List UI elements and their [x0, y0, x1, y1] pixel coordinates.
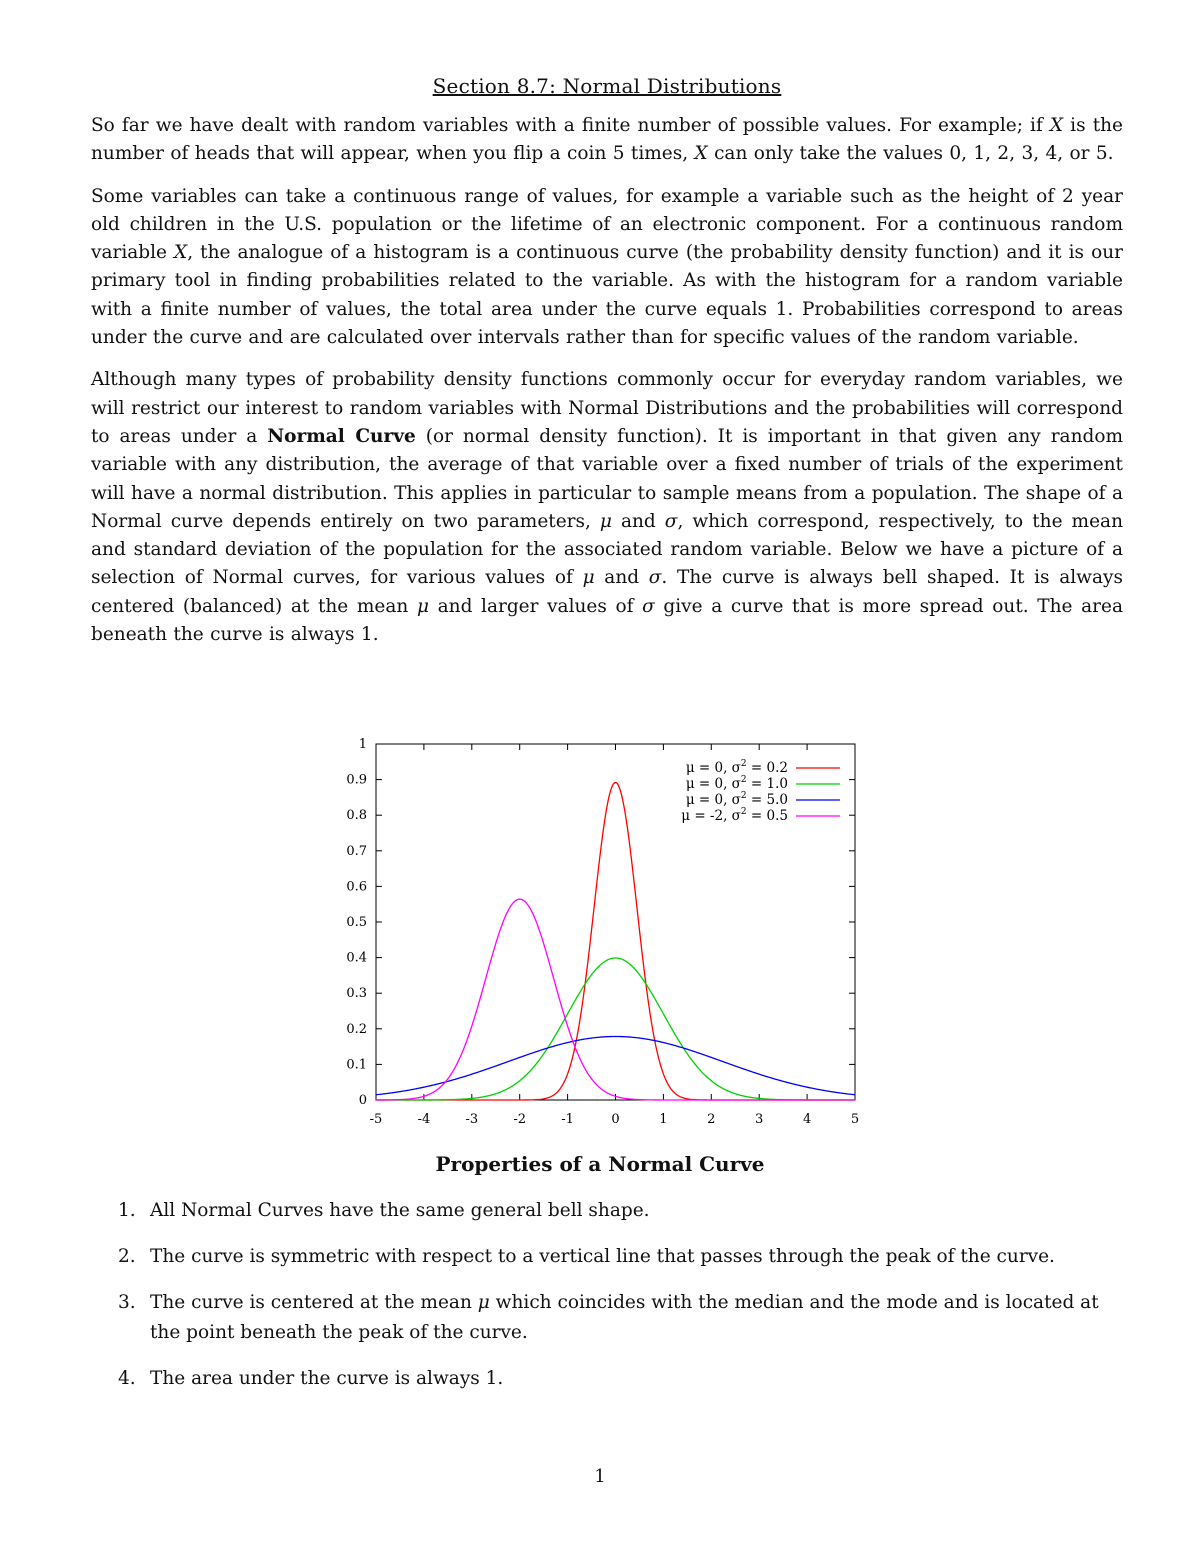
legend-label: μ = 0, $\sigma^2 = 1.0$: [685, 775, 788, 792]
x-tick-label: 0: [611, 1112, 620, 1127]
math-symbol: X: [174, 242, 188, 264]
math-symbol: μ: [582, 567, 595, 589]
text-run: So far we have dealt with random variables with a finite number of possible values. For example; if: [91, 115, 1050, 136]
text-run: can only take the values 0, 1, 2, 3, 4, or 5.: [707, 143, 1114, 165]
paragraph: [91, 112, 1123, 169]
y-tick-label: 0.1: [346, 1057, 367, 1073]
page-number: 1: [594, 1466, 606, 1487]
math-symbol: μ: [477, 1292, 490, 1313]
item-number: 2.: [118, 1246, 136, 1267]
paragraph: [91, 183, 1123, 353]
x-tick-label: 2: [707, 1112, 716, 1127]
series-line: [376, 1036, 855, 1094]
text-run: The area under the curve is always 1.: [150, 1368, 504, 1389]
item-number: 4.: [118, 1368, 136, 1389]
x-tick-label: 5: [850, 1112, 860, 1127]
item-text: [150, 1246, 1055, 1267]
text-run: and: [594, 567, 649, 589]
math-symbol: X: [694, 143, 708, 165]
normal-curves-figure: [330, 718, 875, 1138]
x-tick-label: 1: [659, 1112, 668, 1127]
bold-term: Normal Curve: [267, 425, 416, 447]
text-run: , which correspond, respectively, to the mean and standard deviation of the population for the associated random variable. Below we have a picture of a selection of Normal curves, for various values of: [91, 510, 1123, 589]
math-symbol: μ: [416, 595, 429, 617]
item-text: [150, 1292, 1099, 1343]
legend-label: μ = 0, $\sigma^2 = 5.0$: [685, 791, 788, 808]
text-run: The curve is symmetric with respect to a vertical line that passes through the peak of the curve.: [150, 1246, 1055, 1267]
series-line: [376, 782, 855, 1100]
math-symbol: μ: [599, 510, 612, 532]
item-number: 3.: [118, 1292, 136, 1313]
x-tick-label: 3: [755, 1112, 764, 1127]
item-number: 1.: [118, 1200, 136, 1221]
legend-label: μ = -2, $\sigma^2 = 0.5$: [681, 807, 788, 824]
text-run: Although many types of probability density functions commonly occur for everyday random variables, we will restrict our interest to random variables with Normal Distributions and the probabilities will correspond to areas under a: [91, 369, 1123, 447]
text-run: give a curve that is more spread out. The area beneath the curve is always 1.: [91, 595, 1123, 646]
text-run: Some variables can take a continuous range of values, for example a variable such as the height of 2 year old children in the U.S. population or the lifetime of an electronic component. For a continuous random variable: [91, 185, 1123, 264]
text-run: and: [611, 510, 665, 532]
x-tick-label: -1: [561, 1112, 574, 1127]
paragraph: [91, 366, 1123, 649]
text-run: and larger values of: [428, 595, 643, 617]
y-tick-label: 0.6: [346, 879, 367, 895]
series-line: [376, 899, 855, 1100]
math-symbol: σ: [642, 595, 655, 617]
x-tick-label: 4: [802, 1112, 812, 1127]
x-tick-label: -4: [417, 1112, 431, 1127]
list-item: [110, 1196, 1125, 1226]
normal-curves-chart: [330, 718, 875, 1138]
math-symbol: σ: [664, 510, 678, 532]
y-tick-label: 0.7: [346, 843, 367, 859]
page-content: [91, 74, 1123, 663]
y-tick-label: 0: [358, 1093, 367, 1108]
text-run: is the number of heads that will appear, when you flip a coin 5 times,: [91, 115, 1123, 165]
list-item: [110, 1242, 1125, 1272]
properties-list: [110, 1196, 1125, 1410]
y-tick-label: 0.5: [346, 915, 367, 930]
x-tick-label: -2: [513, 1112, 527, 1127]
list-item: [110, 1364, 1125, 1394]
y-tick-label: 0.8: [346, 808, 367, 824]
item-text: [150, 1200, 650, 1221]
section-title: Section 8.7: Normal Distributions: [432, 74, 782, 98]
y-tick-label: 0.4: [346, 950, 367, 966]
text-run: (or normal density function). It is important in that given any random variable with any distribution, the average of that variable over a fixed number of trials of the experiment will have a normal distribution. This applies in particular to sample means from a population. The shape of a Normal curve depends entirely on two parameters,: [91, 425, 1124, 532]
y-tick-label: 0.2: [346, 1021, 367, 1037]
y-tick-label: 0.9: [346, 772, 367, 788]
body-text: [91, 112, 1123, 649]
legend-label: μ = 0, $\sigma^2 = 0.2$: [685, 759, 788, 776]
x-tick-label: -5: [369, 1112, 383, 1127]
text-run: which coincides with the median and the mode and is located at the point beneath the peak of the curve.: [150, 1292, 1099, 1343]
x-tick-label: -3: [465, 1112, 479, 1127]
math-symbol: σ: [648, 567, 662, 589]
text-run: All Normal Curves have the same general bell shape.: [150, 1200, 650, 1221]
y-tick-label: 0.3: [346, 986, 367, 1002]
y-tick-label: 1: [358, 737, 367, 752]
item-text: [150, 1368, 503, 1389]
properties-title: Properties of a Normal Curve: [435, 1152, 765, 1176]
text-run: The curve is centered at the mean: [150, 1292, 478, 1313]
text-run: . The curve is always bell shaped. It is always centered (balanced) at the mean: [91, 567, 1123, 617]
list-item: [110, 1288, 1125, 1348]
text-run: , the analogue of a histogram is a continuous curve (the probability density function) and it is our primary tool in finding probabilities related to the variable. As with the histogram for a random variable with a finite number of values, the total area under the curve equals 1. Probabilities correspond to areas under the curve and are calculated over intervals rather than for specific values of the random variable.: [91, 242, 1123, 349]
math-symbol: X: [1049, 115, 1064, 136]
